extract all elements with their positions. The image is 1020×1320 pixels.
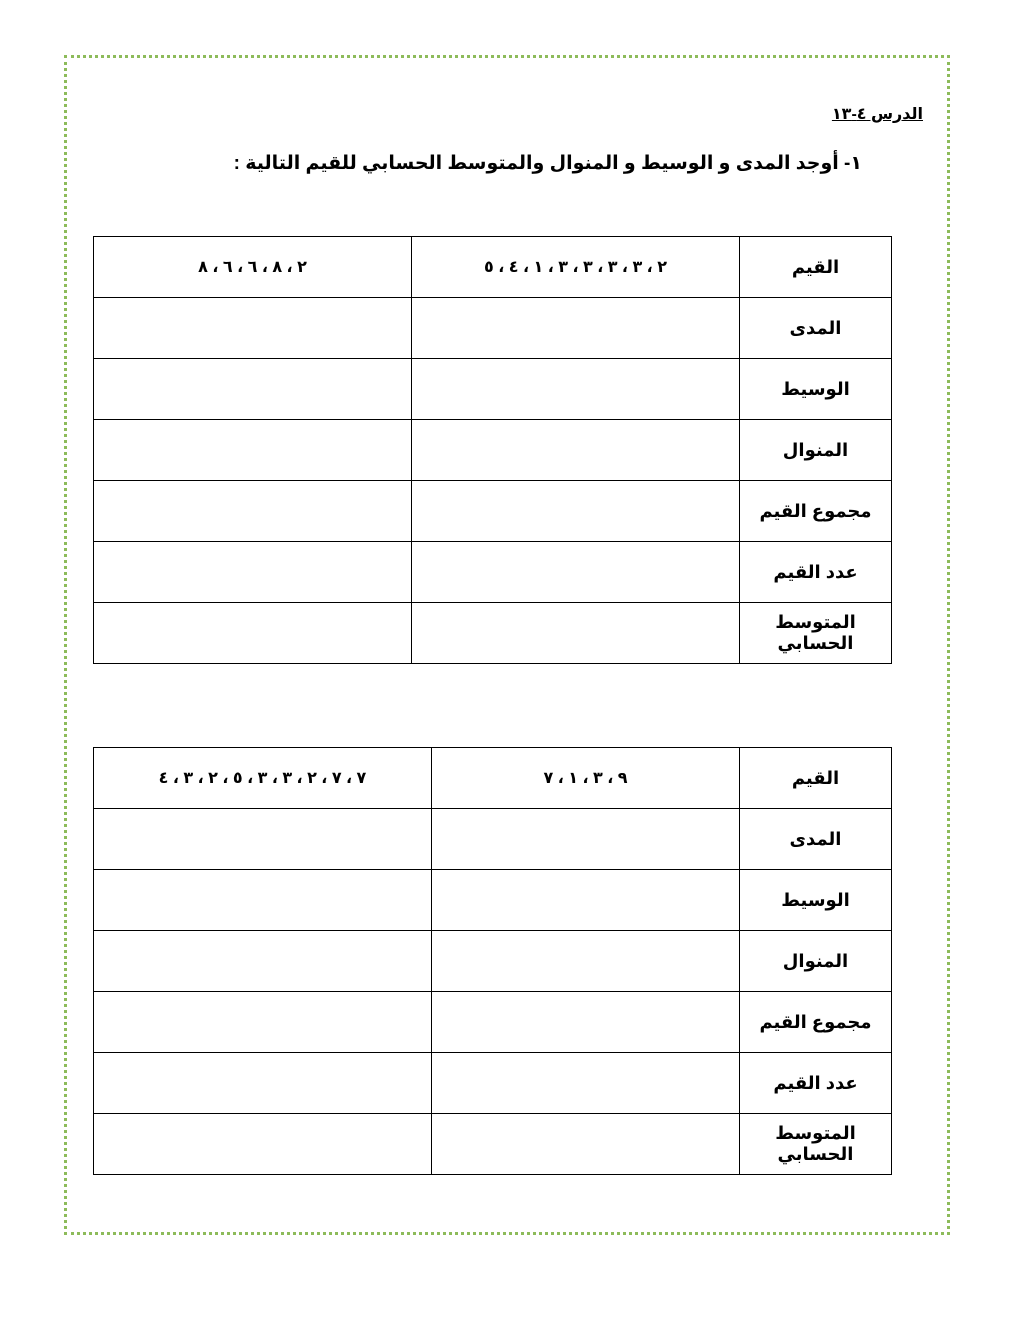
answer-cell-set-a-mean[interactable] — [432, 1114, 740, 1175]
answer-cell-set-a-sum[interactable] — [412, 481, 740, 542]
set-b-values: ٧ ، ٧ ، ٢ ، ٣ ، ٣ ، ٥ ، ٢ ، ٣ ، ٤ — [94, 748, 432, 809]
table-row-sum — [94, 992, 892, 1053]
table-row-values — [94, 237, 892, 298]
row-label-sum: مجموع القيم — [740, 992, 892, 1053]
table-row-count — [94, 1053, 892, 1114]
row-label-median: الوسيط — [740, 359, 892, 420]
row-label-mean: المتوسط الحسابي — [740, 603, 892, 664]
table-row-mode — [94, 420, 892, 481]
answer-cell-set-b-range[interactable] — [94, 809, 432, 870]
table-row-values — [94, 748, 892, 809]
answer-cell-set-b-range[interactable] — [94, 298, 412, 359]
answer-cell-set-b-mode[interactable] — [94, 931, 432, 992]
answer-cell-set-a-count[interactable] — [412, 542, 740, 603]
row-label-mode: المنوال — [740, 420, 892, 481]
table-row-mean — [94, 603, 892, 664]
table-row-mean — [94, 1114, 892, 1175]
row-label-values: القيم — [740, 237, 892, 298]
lesson-title: الدرس ٤-١٣ — [831, 106, 923, 123]
row-label-range: المدى — [740, 809, 892, 870]
answer-cell-set-a-range[interactable] — [412, 298, 740, 359]
stats-table-2 — [93, 747, 892, 1175]
row-label-count: عدد القيم — [740, 1053, 892, 1114]
stats-table-1 — [93, 236, 892, 664]
set-a-values: ٢ ، ٣ ، ٣ ، ٣ ، ٣ ، ١ ، ٤ ، ٥ — [412, 237, 740, 298]
question-text: ١- أوجد المدى و الوسيط و المنوال والمتوسط الحسابي للقيم التالية : — [233, 153, 862, 174]
answer-cell-set-b-mode[interactable] — [94, 420, 412, 481]
answer-cell-set-a-sum[interactable] — [432, 992, 740, 1053]
answer-cell-set-b-sum[interactable] — [94, 481, 412, 542]
row-label-median: الوسيط — [740, 870, 892, 931]
answer-cell-set-a-count[interactable] — [432, 1053, 740, 1114]
set-b-values: ٢ ، ٨ ، ٦ ، ٦ ، ٨ — [94, 237, 412, 298]
row-label-sum: مجموع القيم — [740, 481, 892, 542]
answer-cell-set-a-median[interactable] — [412, 359, 740, 420]
answer-cell-set-b-median[interactable] — [94, 359, 412, 420]
answer-cell-set-b-sum[interactable] — [94, 992, 432, 1053]
set-a-values: ٩ ، ٣ ، ١ ، ٧ — [432, 748, 740, 809]
answer-cell-set-b-count[interactable] — [94, 1053, 432, 1114]
row-label-mode: المنوال — [740, 931, 892, 992]
answer-cell-set-a-median[interactable] — [432, 870, 740, 931]
answer-cell-set-b-mean[interactable] — [94, 1114, 432, 1175]
answer-cell-set-a-mode[interactable] — [432, 931, 740, 992]
table-row-range — [94, 298, 892, 359]
table-row-median — [94, 870, 892, 931]
row-label-range: المدى — [740, 298, 892, 359]
table-row-mode — [94, 931, 892, 992]
table-row-sum — [94, 481, 892, 542]
table-row-median — [94, 359, 892, 420]
row-label-count: عدد القيم — [740, 542, 892, 603]
table-row-count — [94, 542, 892, 603]
answer-cell-set-b-count[interactable] — [94, 542, 412, 603]
answer-cell-set-b-mean[interactable] — [94, 603, 412, 664]
answer-cell-set-a-range[interactable] — [432, 809, 740, 870]
row-label-values: القيم — [740, 748, 892, 809]
answer-cell-set-b-median[interactable] — [94, 870, 432, 931]
answer-cell-set-a-mode[interactable] — [412, 420, 740, 481]
answer-cell-set-a-mean[interactable] — [412, 603, 740, 664]
row-label-mean: المتوسط الحسابي — [740, 1114, 892, 1175]
table-row-range — [94, 809, 892, 870]
